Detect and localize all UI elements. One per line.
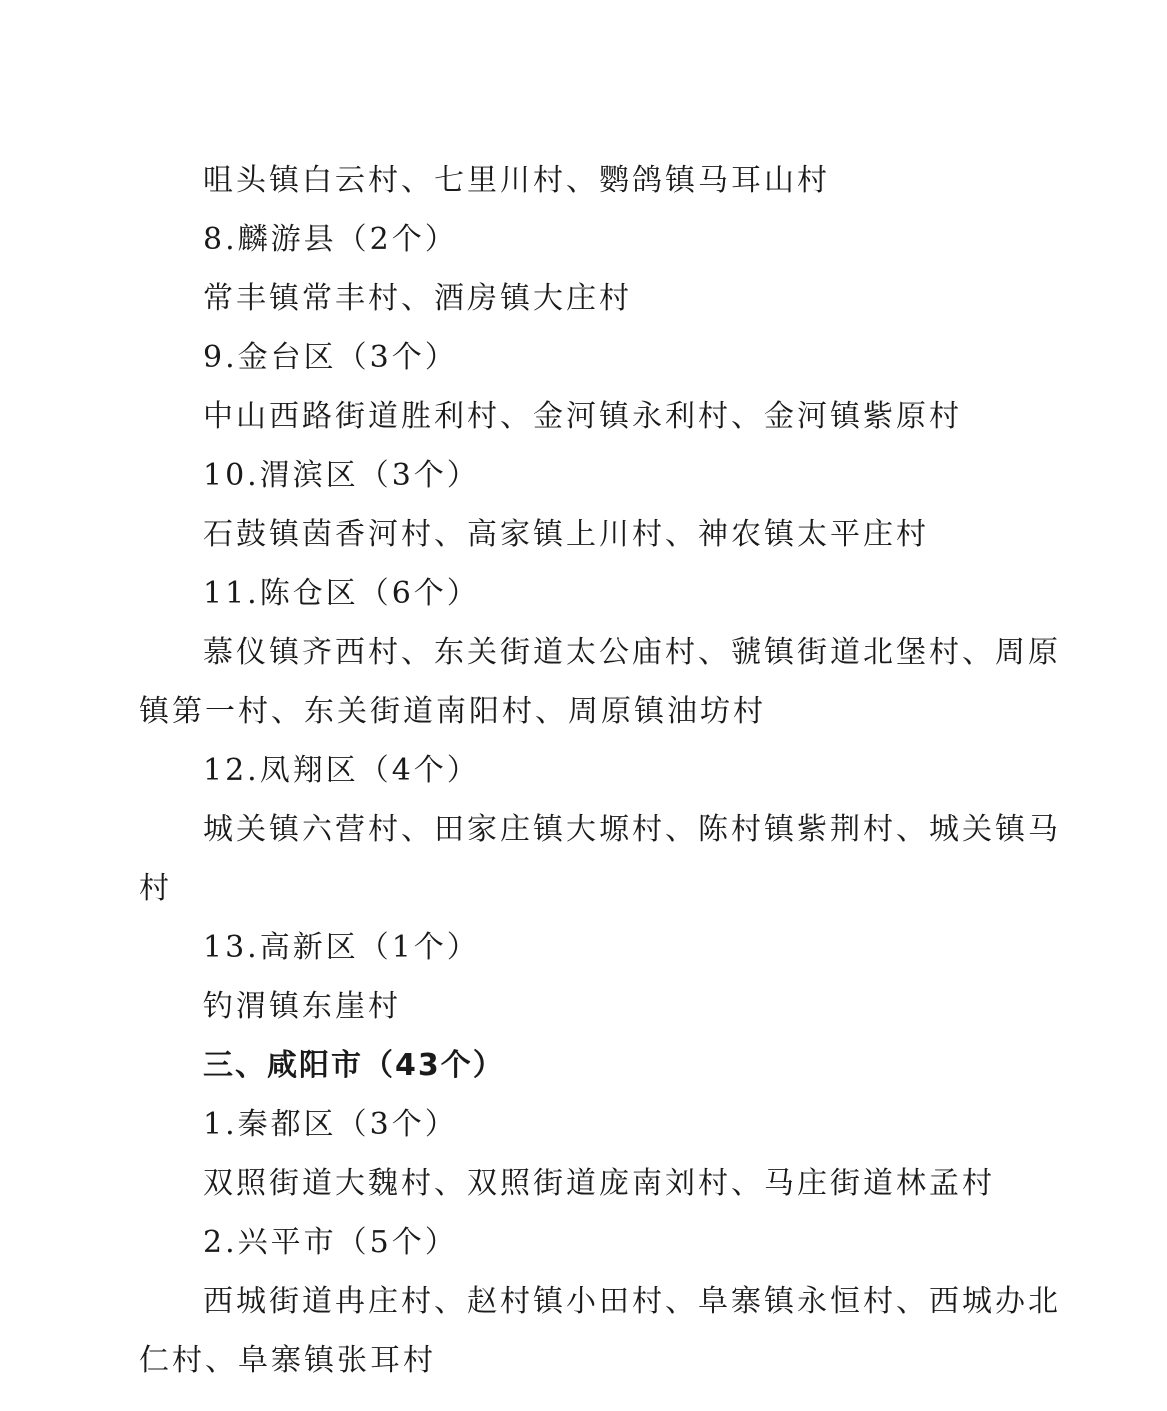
county-heading: 10.渭滨区（3个） bbox=[203, 458, 480, 493]
county-heading: 9.金台区（3个） bbox=[203, 340, 458, 375]
city-section-heading: 三、咸阳市（43个） bbox=[203, 1048, 505, 1083]
village-list-line: 咀头镇白云村、七里川村、鹦鸽镇马耳山村 bbox=[203, 163, 830, 198]
village-list-line: 双照街道大魏村、双照街道庞南刘村、马庄街道林孟村 bbox=[203, 1166, 995, 1201]
county-heading: 2.兴平市（5个） bbox=[203, 1225, 458, 1260]
village-list-line: 慕仪镇齐西村、东关街道太公庙村、虢镇街道北堡村、周原 bbox=[203, 635, 1061, 670]
county-heading: 8.麟游县（2个） bbox=[203, 222, 458, 257]
county-heading: 12.凤翔区（4个） bbox=[203, 753, 480, 788]
village-list-line-continued: 村 bbox=[139, 871, 172, 906]
county-heading: 13.高新区（1个） bbox=[203, 930, 480, 965]
village-list-line-continued: 镇第一村、东关街道南阳村、周原镇油坊村 bbox=[139, 694, 766, 729]
village-list-line: 常丰镇常丰村、酒房镇大庄村 bbox=[203, 281, 632, 316]
village-list-line: 西城街道冉庄村、赵村镇小田村、阜寨镇永恒村、西城办北 bbox=[203, 1284, 1061, 1319]
village-list-line: 石鼓镇茵香河村、高家镇上川村、神农镇太平庄村 bbox=[203, 517, 929, 552]
county-heading: 1.秦都区（3个） bbox=[203, 1107, 458, 1142]
village-list-line: 城关镇六营村、田家庄镇大塬村、陈村镇紫荆村、城关镇马 bbox=[203, 812, 1061, 847]
village-list-line-continued: 仁村、阜寨镇张耳村 bbox=[139, 1343, 436, 1378]
village-list-line: 中山西路街道胜利村、金河镇永利村、金河镇紫原村 bbox=[203, 399, 962, 434]
village-list-line: 钓渭镇东崖村 bbox=[203, 989, 401, 1024]
county-heading: 11.陈仓区（6个） bbox=[203, 576, 480, 611]
